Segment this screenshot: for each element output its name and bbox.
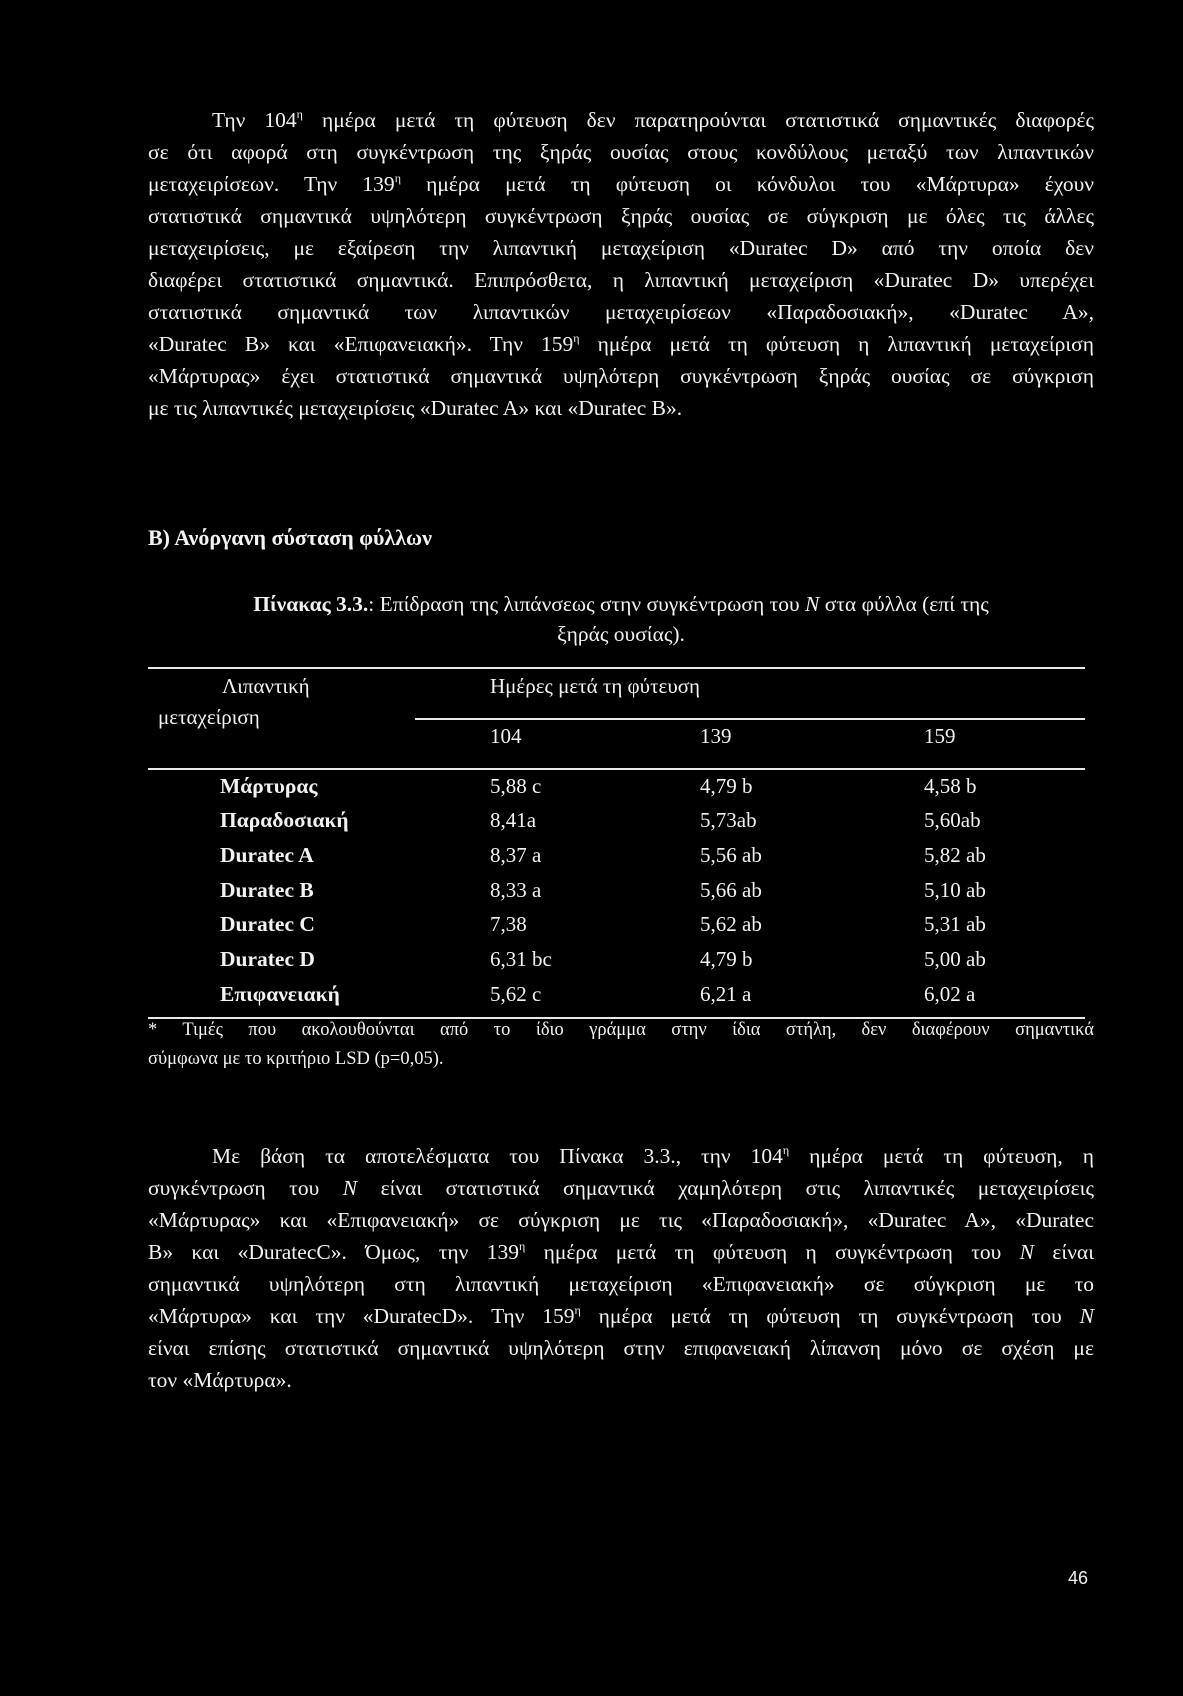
- text-line: «Duratec B» και «Επιφανειακή». Την $159^\eta$ ημέρα μετά τη φύτευση η λιπαντική μεταχείριση: [148, 331, 1094, 356]
- table-cell: 5,73ab: [700, 808, 757, 832]
- table-cell: 8,41a: [490, 808, 537, 832]
- text-line: σε ότι αφορά στη συγκέντρωση της ξηράς ουσίας στους κονδύλους μεταξύ των λιπαντικών: [148, 140, 1094, 164]
- table-cell: 5,62 ab: [700, 912, 762, 936]
- text-line: Την $104^\eta$ ημέρα μετά τη φύτευση δεν παρατηρούνται στατιστικά σημαντικές διαφορές: [212, 107, 1094, 132]
- row-label: Duratec D: [220, 947, 315, 971]
- table-footnote: [148, 1016, 1094, 1074]
- text-line: «Μάρτυρας» και «Επιφανειακή» σε σύγκριση με τις «Παραδοσιακή», «Duratec A», «Duratec: [148, 1208, 1094, 1232]
- column-header: 159: [924, 724, 956, 748]
- table-cell: 5,62 c: [490, 982, 542, 1006]
- row-label: Μάρτυρας: [220, 774, 318, 798]
- page-number: 46: [1068, 1568, 1089, 1588]
- text-line: «Μάρτυρας» έχει στατιστικά σημαντικά υψηλότερη συγκέντρωση ξηράς ουσίας σε σύγκριση: [148, 364, 1094, 388]
- paragraph-dry-matter: [148, 104, 1094, 424]
- table-caption: [148, 589, 1094, 649]
- table-cell: 6,02 a: [924, 982, 976, 1006]
- table-cell: 8,37 a: [490, 843, 542, 867]
- column-header: 104: [490, 724, 522, 748]
- caption-line: ξηράς ουσίας).: [557, 622, 685, 646]
- table-cell: 5,31 ab: [924, 912, 986, 936]
- table-cell: 8,33 a: [490, 878, 542, 902]
- table-cell: 6,31 bc: [490, 947, 552, 971]
- table-top-rule: [148, 667, 1085, 669]
- table-cell: 7,38: [490, 912, 527, 936]
- paragraph-nitrogen: [148, 1140, 1094, 1396]
- text-line: μεταχειρίσεις, με εξαίρεση την λιπαντική μεταχείριση «Duratec D» από την οποία δεν: [148, 236, 1094, 260]
- row-label: Duratec B: [220, 878, 314, 902]
- table-cell: 5,56 ab: [700, 843, 762, 867]
- table-cell: 5,88 c: [490, 774, 542, 798]
- text-line: B» και «DuratecC». Όμως, την $139^\eta$ ημέρα μετά τη φύτευση η συγκέντρωση του N είναι: [148, 1239, 1094, 1264]
- caption-line: Πίνακας 3.3.: Επίδραση της λιπάνσεως στην συγκέντρωση του N στα φύλλα (επί της: [253, 592, 989, 616]
- table-cell: 5,00 ab: [924, 947, 986, 971]
- header-treatment: Λιπαντική: [222, 674, 310, 698]
- table-cell: 5,10 ab: [924, 878, 986, 902]
- text-line: είναι επίσης στατιστικά σημαντικά υψηλότερη στην επιφανειακή λίπανση μόνο σε σχέση με: [148, 1336, 1094, 1360]
- row-label: Duratec C: [220, 912, 315, 936]
- text-line: στατιστικά σημαντικά υψηλότερη συγκέντρωση ξηράς ουσίας σε σύγκριση με όλες τις άλλες: [148, 204, 1094, 228]
- table-cell: 4,79 b: [700, 774, 753, 798]
- text-line: με τις λιπαντικές μεταχειρίσεις «Duratec A» και «Duratec B».: [148, 396, 683, 420]
- table-cell: 6,21 a: [700, 982, 752, 1006]
- row-label: Duratec A: [220, 843, 314, 867]
- table-cell: 5,82 ab: [924, 843, 986, 867]
- text-line: μεταχειρίσεων. Την $139^\eta$ ημέρα μετά τη φύτευση οι κόνδυλοι του «Μάρτυρα» έχουν: [148, 171, 1095, 196]
- text-line: Με βάση τα αποτελέσματα του Πίνακα 3.3., την $104^\eta$ ημέρα μετά τη φύτευση, η: [212, 1143, 1094, 1168]
- row-label: Παραδοσιακή: [220, 808, 349, 832]
- table-cell: 5,60ab: [924, 808, 981, 832]
- text-line: τον «Μάρτυρα».: [148, 1368, 292, 1392]
- table-cell: 4,58 b: [924, 774, 977, 798]
- table-cell: 4,79 b: [700, 947, 753, 971]
- text-line: σημαντικά υψηλότερη στη λιπαντική μεταχείριση «Επιφανειακή» σε σύγκριση με το: [148, 1272, 1094, 1296]
- table-subheader-rule: [415, 718, 1085, 720]
- text-line: «Μάρτυρα» και την «DuratecD». Την $159^\eta$ ημέρα μετά τη φύτευση τη συγκέντρωση του N: [148, 1303, 1094, 1328]
- row-label: Επιφανειακή: [220, 982, 340, 1006]
- section-heading: Β) Ανόργανη σύσταση φύλλων: [148, 525, 432, 550]
- text-line: συγκέντρωση του N είναι στατιστικά σημαντικά χαμηλότερη στις λιπαντικές μεταχειρίσεις: [148, 1176, 1094, 1200]
- table-cell: 5,66 ab: [700, 878, 762, 902]
- header-days: Ημέρες μετά τη φύτευση: [490, 674, 701, 698]
- table-header-bottom-rule: [148, 768, 1085, 770]
- footnote-line: σύμφωνα με το κριτήριο LSD (p=0,05).: [148, 1049, 444, 1069]
- text-line: διαφέρει στατιστικά σημαντικά. Επιπρόσθετα, η λιπαντική μεταχείριση «Duratec D» υπερέχει: [148, 268, 1094, 292]
- header-treatment: μεταχείριση: [158, 705, 260, 729]
- column-header: 139: [700, 724, 732, 748]
- text-line: στατιστικά σημαντικά των λιπαντικών μεταχειρίσεων «Παραδοσιακή», «Duratec A»,: [148, 300, 1094, 324]
- footnote-line: * Τιμές που ακολουθούνται από το ίδιο γράμμα στην ίδια στήλη, δεν διαφέρουν σημαντικά: [148, 1020, 1094, 1040]
